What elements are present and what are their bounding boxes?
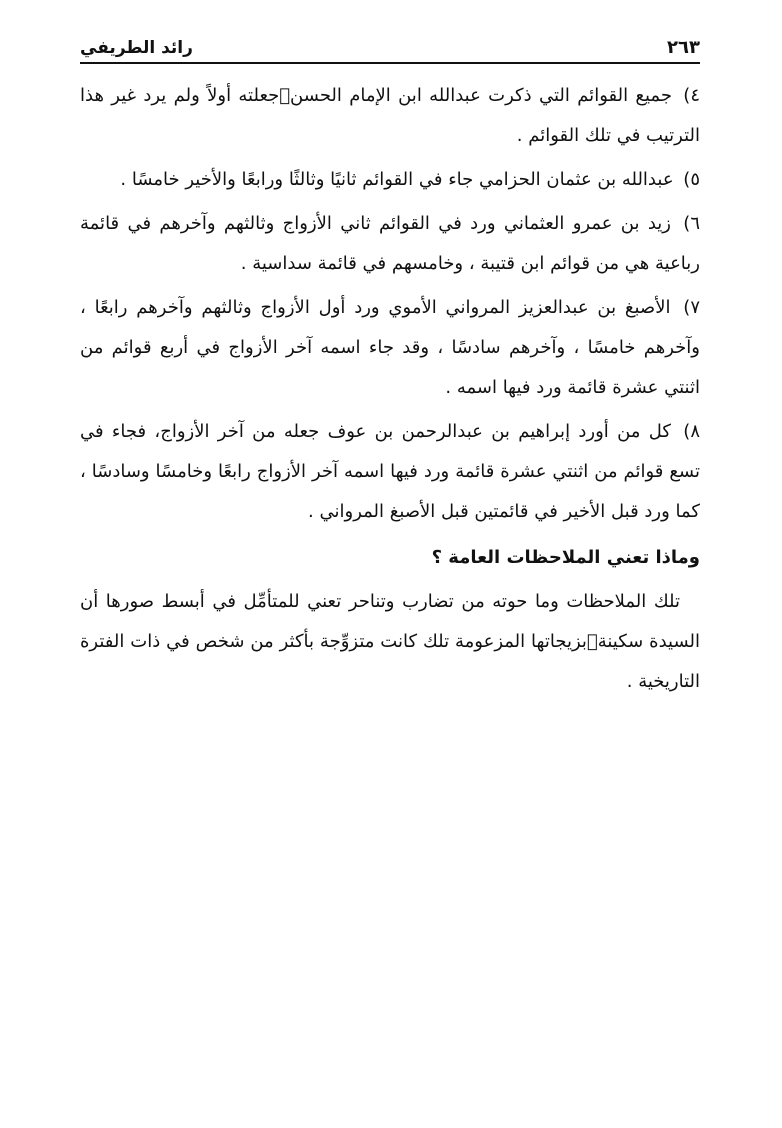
list-item [80,204,700,284]
page-content [80,76,700,702]
book-page [80,28,700,702]
list-item [80,76,700,156]
item-number: ٥) [683,169,700,190]
item-text: جميع القوائم التي ذكرت عبدالله ابن الإمام الحسن﷤جعلته أولاً ولم يرد غير هذا الترتيب في تلك القوائم . [80,85,700,146]
list-item [80,288,700,408]
item-text: عبدالله بن عثمان الحزامي جاء في القوائم ثانيًا وثالثًا ورابعًا والأخير خامسًا . [120,169,674,190]
item-text: زيد بن عمرو العثماني ورد في القوائم ثاني الأزواج وثالثهم وآخرهم في قائمة رباعية هي من قوائم ابن قتيبة ، وخامسهم في قائمة سداسية . [80,213,700,274]
item-text: كل من أورد إبراهيم بن عبدالرحمن بن عوف جعله من آخر الأزواج، فجاء في تسع قوائم من اثنتي عشرة قائمة ورد فيها اسمه آخر الأزواج رابعًا وخامسًا وسادسًا ، كما ورد قبل الأخير في قائمتين قبل الأصبغ المرواني . [80,421,700,522]
item-number: ٧) [683,297,700,318]
item-text: الأصبغ بن عبدالعزيز المرواني الأموي ورد أول الأزواج وثالثهم وآخرهم رابعًا ، وآخرهم خامسًا ، وآخرهم سادسًا ، وقد جاء اسمه آخر الأزواج في أربع قوائم من اثنتي عشرة قائمة ورد فيها اسمه . [80,297,700,398]
running-header [80,28,700,64]
header-title: رائد الطريفي [80,38,193,58]
item-number: ٦) [683,213,700,234]
page-number: ٢٦٣ [667,37,700,58]
section-body: تلك الملاحظات وما حوته من تضارب وتناحر تعني للمتأمِّل في أبسط صورها أن السيدة سكينة﷥بزيجاتها المزعومة تلك كانت متزوِّجة بأكثر من شخص في ذات الفترة التاريخية . [80,591,700,692]
item-number: ٨) [683,421,700,442]
list-item [80,160,700,200]
list-item [80,412,700,532]
item-number: ٤) [683,85,700,106]
section-heading: وماذا تعني الملاحظات العامة ؟ [431,547,700,568]
